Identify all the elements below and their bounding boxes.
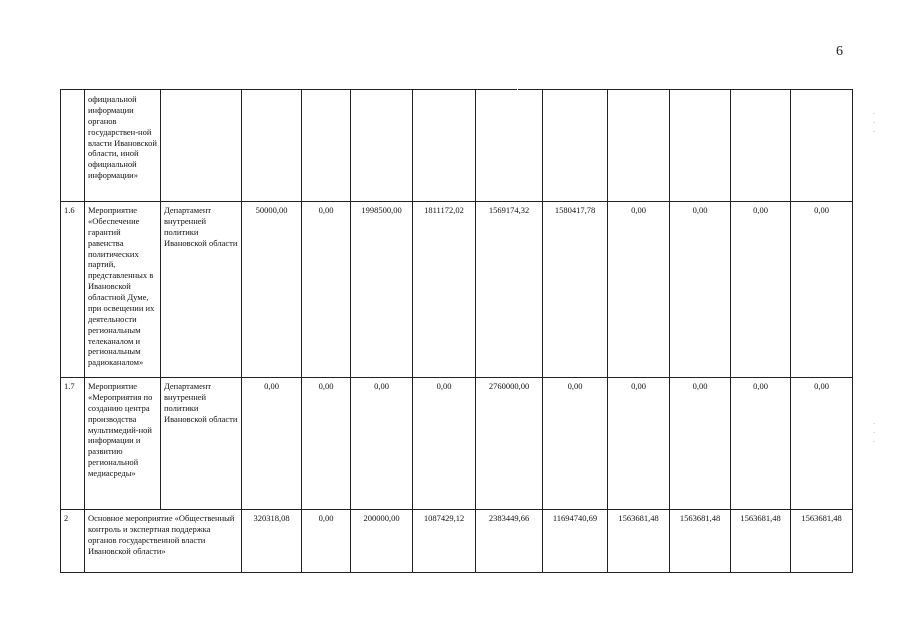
- value-cell: 1811172,02: [413, 202, 476, 378]
- value-cell: 0,00: [670, 378, 731, 510]
- value-cell: 0,00: [608, 378, 670, 510]
- scan-gap: [517, 86, 518, 94]
- budget-table: [60, 89, 853, 573]
- value-cell: 0,00: [543, 378, 608, 510]
- row-id: 1.6: [61, 202, 85, 378]
- row-name: Мероприятие «Мероприятия по созданию центра производства мультимедий-ной информации и развитию региональной медиасреды»: [85, 378, 161, 510]
- value-cell: 1563681,48: [791, 510, 853, 573]
- value-cell: 1580417,78: [543, 202, 608, 378]
- value-cell: 320318,08: [242, 510, 302, 573]
- value-cell: 0,00: [731, 378, 791, 510]
- value-cell: [302, 90, 351, 202]
- value-cell: 0,00: [608, 202, 670, 378]
- value-cell: [791, 90, 853, 202]
- value-cell: 0,00: [670, 202, 731, 378]
- value-cell: 2383449,66: [476, 510, 543, 573]
- scan-gap: [517, 575, 518, 583]
- row-name: Основное мероприятие «Общественный контроль и экспертная поддержка органов государственной власти Ивановской области»: [85, 510, 242, 573]
- value-cell: 0,00: [791, 202, 853, 378]
- value-cell: 1563681,48: [731, 510, 791, 573]
- table-row: [61, 90, 853, 202]
- value-cell: 1563681,48: [608, 510, 670, 573]
- row-name: Мероприятие «Обеспечение гарантий равенства политических партий, представленных в Ивановской областной Думе, при освещении их деятельности региональным телеканалом и региональным радиоканалом»: [85, 202, 161, 378]
- value-cell: 1563681,48: [670, 510, 731, 573]
- row-id: [61, 90, 85, 202]
- table-row: [61, 378, 853, 510]
- value-cell: [242, 90, 302, 202]
- margin-marks: · · ·: [873, 420, 876, 447]
- page-number: 6: [836, 44, 843, 59]
- value-cell: 0,00: [302, 510, 351, 573]
- value-cell: 0,00: [351, 378, 413, 510]
- value-cell: 0,00: [302, 202, 351, 378]
- value-cell: 0,00: [242, 378, 302, 510]
- value-cell: 2760000,00: [476, 378, 543, 510]
- value-cell: [670, 90, 731, 202]
- row-name: официальной информации органов государствен-ной власти Ивановской области, иной официальной информации»: [85, 90, 161, 202]
- value-cell: 0,00: [302, 378, 351, 510]
- value-cell: 1569174,32: [476, 202, 543, 378]
- table-row: [61, 202, 853, 378]
- margin-marks: · · ·: [873, 110, 876, 137]
- row-executor: Департамент внутренней политики Ивановской области: [161, 202, 242, 378]
- value-cell: 0,00: [731, 202, 791, 378]
- value-cell: [476, 90, 543, 202]
- row-executor: Департамент внутренней политики Ивановской области: [161, 378, 242, 510]
- value-cell: 11694740,69: [543, 510, 608, 573]
- row-executor: [161, 90, 242, 202]
- value-cell: 0,00: [413, 378, 476, 510]
- row-id: 1.7: [61, 378, 85, 510]
- value-cell: 0,00: [791, 378, 853, 510]
- value-cell: 1998500,00: [351, 202, 413, 378]
- table-row: [61, 510, 853, 573]
- value-cell: 50000,00: [242, 202, 302, 378]
- value-cell: [731, 90, 791, 202]
- row-id: 2: [61, 510, 85, 573]
- value-cell: [351, 90, 413, 202]
- value-cell: [608, 90, 670, 202]
- value-cell: 200000,00: [351, 510, 413, 573]
- value-cell: [413, 90, 476, 202]
- value-cell: 1087429,12: [413, 510, 476, 573]
- value-cell: [543, 90, 608, 202]
